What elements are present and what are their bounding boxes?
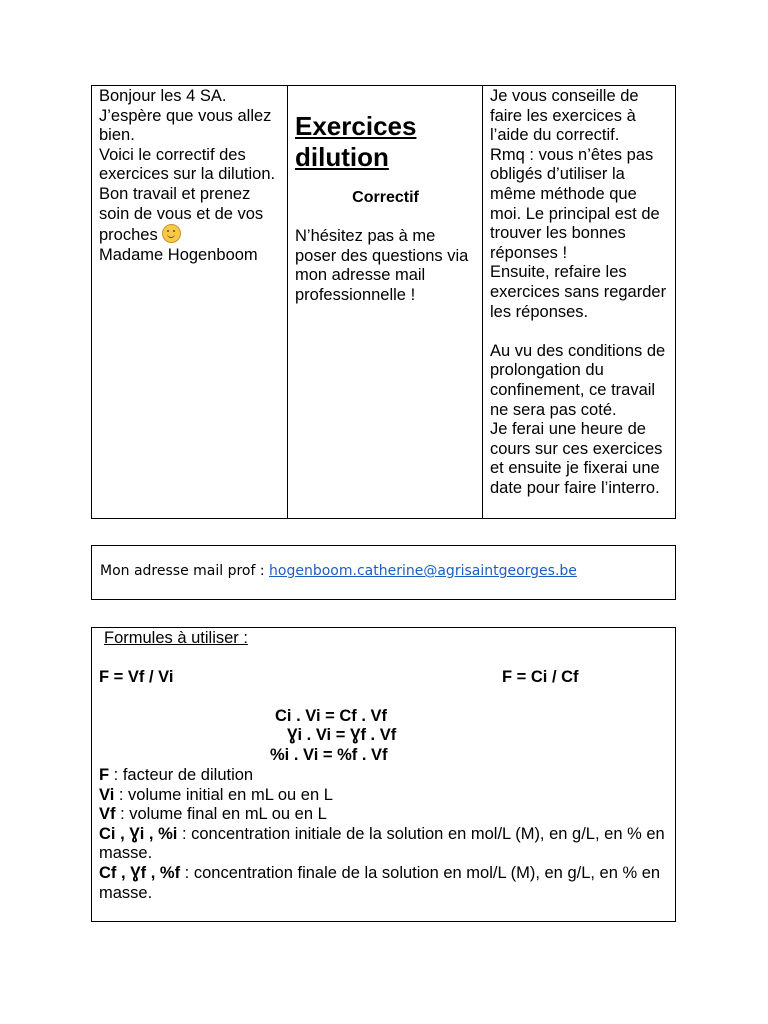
advice-text-1: Je vous conseille de faire les exercices à l’aide du correctif.	[490, 87, 639, 145]
definition-item	[99, 786, 671, 806]
definition-text: : volume initial en mL ou en L	[114, 785, 333, 804]
definition-item	[99, 766, 671, 786]
questions-text: N’hésitez pas à me poser des questions via mon adresse mail professionnelle !	[295, 227, 469, 304]
definition-symbol: Vi	[99, 785, 115, 804]
equation-mass: Ɣi . Vi = Ɣf . Vf	[287, 726, 397, 744]
definition-symbol: Vf	[99, 805, 116, 824]
definition-symbol: Ci , Ɣi , %i	[99, 824, 178, 843]
title-line-2: dilution	[295, 142, 389, 172]
greeting-text: Bonjour les 4 SA.	[99, 87, 227, 105]
wishes-text-content: Bon travail et prenez soin de vous et de vos proches	[99, 184, 264, 245]
page-title	[295, 111, 476, 173]
wishes-text	[99, 185, 281, 246]
subtitle: Correctif	[352, 189, 419, 206]
wellbeing-text: J’espère que vous allez bien.	[99, 106, 272, 145]
definition-text: : facteur de dilution	[109, 766, 254, 784]
email-box	[91, 545, 676, 600]
title-cell	[287, 86, 482, 518]
equation-molar: Ci . Vi = Cf . Vf	[275, 707, 388, 725]
correctif-text: Voici le correctif des exercices sur la dilution.	[99, 145, 276, 184]
definition-symbol: Cf , Ɣf , %f	[99, 863, 181, 882]
title-line-1: Exercices	[295, 111, 417, 141]
definition-text: : concentration finale de la solution en mol/L (M), en g/L, en % en masse.	[99, 863, 661, 902]
definitions-list	[99, 766, 671, 903]
formulas-heading: Formules à utiliser :	[104, 629, 248, 647]
formula-concentration-factor: F = Ci / Cf	[502, 668, 579, 686]
definition-item	[99, 825, 671, 864]
definition-item	[99, 864, 671, 903]
definition-item	[99, 805, 671, 825]
formula-volume-factor: F = Vf / Vi	[99, 668, 174, 686]
email-label: Mon adresse mail prof :	[100, 563, 270, 579]
definition-text: : concentration initiale de la solution en mol/L (M), en g/L, en % en masse.	[99, 824, 665, 863]
formulas-box	[91, 627, 676, 922]
advice-text-4: Je ferai une heure de cours sur ces exercices et ensuite je fixerai une date pour faire l’interro.	[490, 420, 663, 497]
advice-text-2: Ensuite, refaire les exercices sans regarder les réponses.	[490, 263, 667, 321]
signature: Madame Hogenboom	[99, 245, 258, 264]
email-link[interactable]: hogenboom.catherine@agrisaintgeorges.be	[269, 563, 577, 579]
intro-table	[91, 85, 676, 519]
advice-text-3: Au vu des conditions de prolongation du confinement, ce travail ne sera pas coté.	[490, 341, 666, 419]
advice-cell	[482, 86, 675, 518]
equation-percent: %i . Vi = %f . Vf	[270, 746, 388, 764]
greeting-cell	[92, 86, 287, 518]
advice-remark: Rmq : vous n’êtes pas obligés d’utiliser la même méthode que moi. Le principal est de trouver les bonnes réponses !	[490, 145, 660, 262]
spacer	[490, 322, 669, 342]
smiling-face-icon	[162, 224, 181, 243]
definition-text: : volume final en mL ou en L	[115, 805, 327, 824]
definition-symbol: F	[99, 766, 110, 784]
